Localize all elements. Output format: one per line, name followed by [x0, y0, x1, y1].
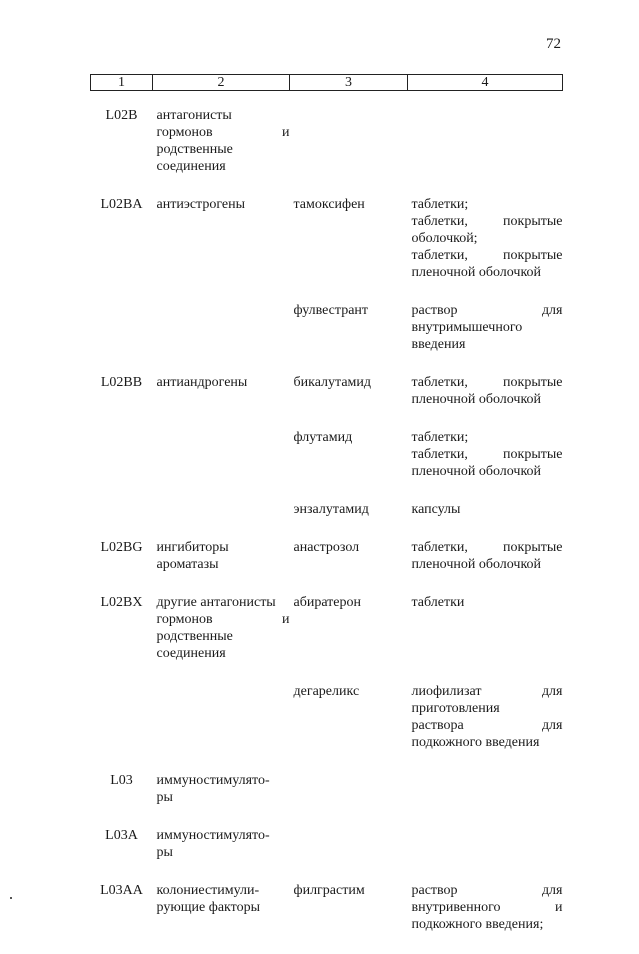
column-number-2: 2 [153, 75, 290, 91]
dosage-form-line: подкожного введения [412, 734, 563, 751]
dosage-form-line-word: раствора [412, 717, 464, 734]
dosage-form-line: пленочной оболочкой [412, 391, 563, 408]
group-line: родственные [157, 141, 290, 158]
dosage-form-cell [408, 107, 563, 196]
drug-name-cell [290, 107, 408, 196]
column-number-header [91, 75, 563, 91]
group-line [157, 124, 290, 141]
atc-code-cell: L02B [91, 107, 153, 196]
column-number-1: 1 [91, 75, 153, 91]
dosage-form-line-word: лиофилизат [412, 683, 482, 700]
dosage-form-cell [408, 683, 563, 772]
anatomical-group-cell [153, 302, 290, 374]
dosage-form-line: пленочной оболочкой [412, 463, 563, 480]
table-row [91, 196, 563, 302]
group-line [157, 611, 290, 628]
dosage-form-line-word: для [542, 683, 563, 700]
dosage-form-line-word: внутривенного [412, 899, 501, 916]
anatomical-group-cell [153, 196, 290, 302]
dosage-form-cell [408, 374, 563, 429]
dosage-form-line-word: таблетки, [412, 446, 468, 463]
dosage-form-line-word: раствор [412, 882, 458, 899]
dosage-form-line-word: таблетки, [412, 539, 468, 556]
dosage-form-line [412, 446, 563, 463]
anatomical-group-cell [153, 107, 290, 196]
anatomical-group-cell [153, 683, 290, 772]
anatomical-group-cell [153, 374, 290, 429]
dosage-form-line [412, 717, 563, 734]
atc-code-cell: L03 [91, 772, 153, 827]
atc-code-cell: L03AA [91, 882, 153, 954]
dosage-form-line-word: покрытые [503, 213, 562, 230]
drug-classification-table [90, 74, 563, 954]
dosage-form-line [412, 683, 563, 700]
group-line: ингибиторы [157, 539, 290, 556]
drug-name-cell: филграстим [290, 882, 408, 954]
dosage-form-line [412, 374, 563, 391]
table-row [91, 882, 563, 954]
drug-name-cell: анастрозол [290, 539, 408, 594]
group-line-word: и [282, 611, 290, 628]
table-row [91, 539, 563, 594]
group-line: соединения [157, 645, 290, 662]
group-line: антагонисты [157, 107, 290, 124]
group-line: иммуностимулято- [157, 772, 290, 789]
table-row [91, 827, 563, 882]
group-line: другие антагонисты [157, 594, 290, 611]
dosage-form-line: подкожного введения; [412, 916, 563, 933]
dosage-form-cell [408, 501, 563, 539]
atc-code-cell: L02BA [91, 196, 153, 302]
atc-code-cell: L02BX [91, 594, 153, 683]
group-line-word: гормонов [157, 611, 213, 628]
group-line: ры [157, 789, 290, 806]
group-line: колониестимули- [157, 882, 290, 899]
drug-name-cell: фулвестрант [290, 302, 408, 374]
anatomical-group-cell [153, 594, 290, 683]
table-row [91, 302, 563, 374]
dosage-form-line [412, 213, 563, 230]
dosage-form-line: капсулы [412, 501, 563, 518]
dosage-form-line [412, 247, 563, 264]
dosage-form-line-word: для [542, 882, 563, 899]
dosage-form-cell [408, 302, 563, 374]
dosage-form-cell [408, 827, 563, 882]
table-row [91, 501, 563, 539]
dosage-form-line: таблетки; [412, 429, 563, 446]
dosage-form-line [412, 882, 563, 899]
anatomical-group-cell [153, 882, 290, 954]
drug-name-cell [290, 772, 408, 827]
table-row [91, 772, 563, 827]
dosage-form-cell [408, 594, 563, 683]
dosage-form-cell [408, 772, 563, 827]
dosage-form-line [412, 899, 563, 916]
column-number-3: 3 [290, 75, 408, 91]
group-line: антиандрогены [157, 374, 290, 391]
table-row [91, 107, 563, 196]
atc-code-cell [91, 501, 153, 539]
dosage-form-line-word: покрытые [503, 247, 562, 264]
atc-code-cell [91, 302, 153, 374]
page-number: 72 [546, 36, 561, 53]
drug-name-cell: тамоксифен [290, 196, 408, 302]
group-line: антиэстрогены [157, 196, 290, 213]
table-row [91, 683, 563, 772]
dosage-form-line: пленочной оболочкой [412, 264, 563, 281]
dosage-form-cell [408, 882, 563, 954]
atc-code-cell: L02BB [91, 374, 153, 429]
dosage-form-line-word: и [555, 899, 563, 916]
group-line: ры [157, 844, 290, 861]
atc-code-cell [91, 429, 153, 501]
anatomical-group-cell [153, 772, 290, 827]
table-row [91, 594, 563, 683]
dosage-form-line: таблетки; [412, 196, 563, 213]
dosage-form-line-word: для [542, 717, 563, 734]
column-number-4: 4 [408, 75, 563, 91]
drug-name-cell: энзалутамид [290, 501, 408, 539]
table-row [91, 374, 563, 429]
group-line: ароматазы [157, 556, 290, 573]
drug-name-cell: дегареликс [290, 683, 408, 772]
dosage-form-line [412, 302, 563, 319]
dosage-form-line-word: таблетки, [412, 213, 468, 230]
dosage-form-line-word: покрытые [503, 446, 562, 463]
scan-speck [10, 897, 12, 899]
drug-name-cell: флутамид [290, 429, 408, 501]
dosage-form-line-word: покрытые [503, 374, 562, 391]
dosage-form-line: оболочкой; [412, 230, 563, 247]
atc-code-cell: L02BG [91, 539, 153, 594]
dosage-form-line: таблетки [412, 594, 563, 611]
dosage-form-line-word: таблетки, [412, 247, 468, 264]
table-row [91, 429, 563, 501]
anatomical-group-cell [153, 539, 290, 594]
group-line: родственные [157, 628, 290, 645]
dosage-form-line [412, 539, 563, 556]
dosage-form-line-word: таблетки, [412, 374, 468, 391]
group-line: рующие факторы [157, 899, 290, 916]
dosage-form-line: пленочной оболочкой [412, 556, 563, 573]
drug-name-cell: бикалутамид [290, 374, 408, 429]
anatomical-group-cell [153, 501, 290, 539]
group-line-word: гормонов [157, 124, 213, 141]
drug-name-cell [290, 827, 408, 882]
dosage-form-line: внутримышечного [412, 319, 563, 336]
atc-code-cell [91, 683, 153, 772]
group-line: иммуностимулято- [157, 827, 290, 844]
dosage-form-line-word: для [542, 302, 563, 319]
dosage-form-cell [408, 196, 563, 302]
dosage-form-line: введения [412, 336, 563, 353]
atc-code-cell: L03A [91, 827, 153, 882]
group-line: соединения [157, 158, 290, 175]
dosage-form-line-word: покрытые [503, 539, 562, 556]
dosage-form-cell [408, 539, 563, 594]
drug-name-cell: абиратерон [290, 594, 408, 683]
group-line-word: и [282, 124, 290, 141]
dosage-form-line: приготовления [412, 700, 563, 717]
anatomical-group-cell [153, 827, 290, 882]
anatomical-group-cell [153, 429, 290, 501]
dosage-form-line-word: раствор [412, 302, 458, 319]
table-body [91, 91, 563, 954]
dosage-form-cell [408, 429, 563, 501]
